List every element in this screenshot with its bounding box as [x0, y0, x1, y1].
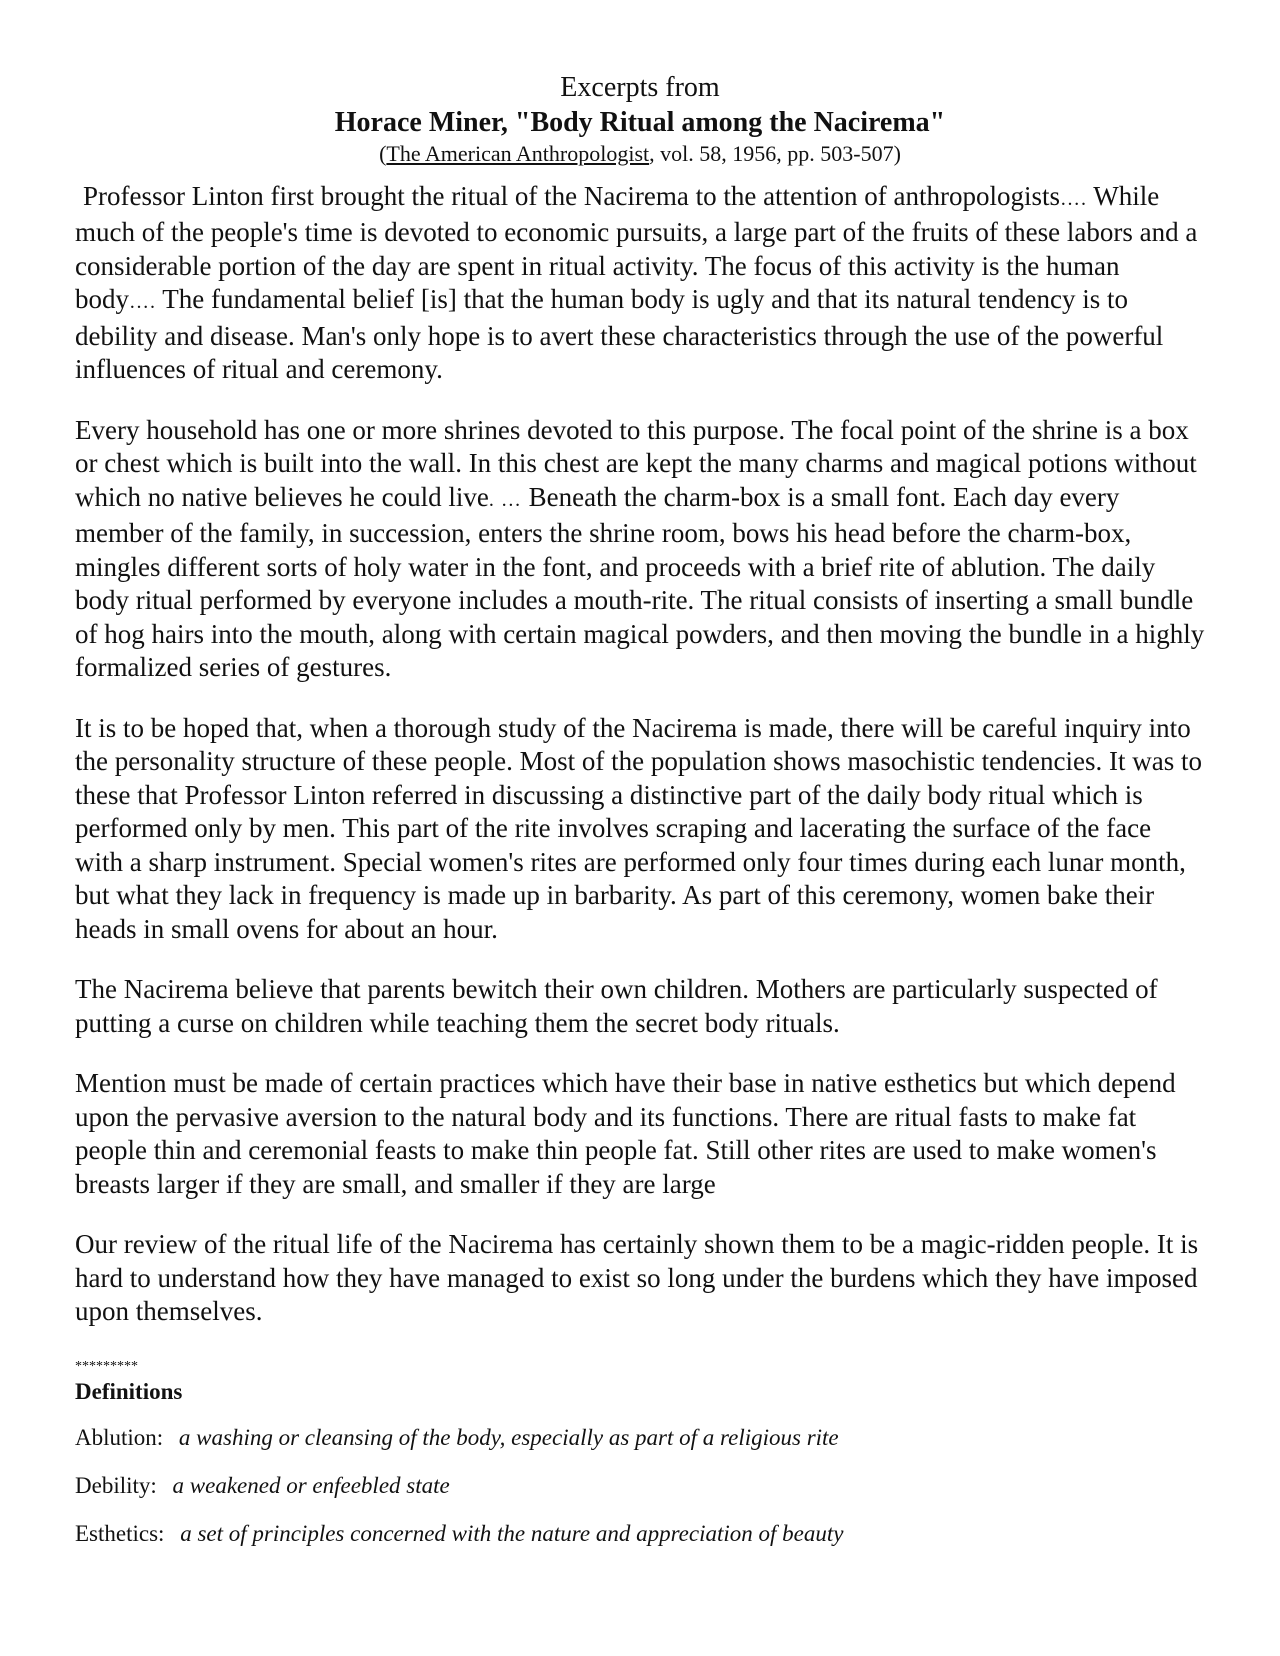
paragraph-1-part-c: The fundamental belief [is] that the human body is ugly and that its natural tendency is to debility and disease. Man's only hope is to avert these characteristics through the use of the powerful influences of ritual and ceremony. — [75, 284, 1164, 384]
paragraph-3: It is to be hoped that, when a thorough study of the Nacirema is made, there will be careful inquiry into the personality structure of these people. Most of the population shows masochistic tendencies. It was to these that Professor Linton referred in discussing a distinctive part of the daily body ritual which is performed only by men. This part of the rite involves scraping and lacerating the surface of the face with a sharp instrument. Special women's rites are performed only four times during each lunar month, but what they lack in frequency is made up in barbarity. As part of this ceremony, women bake their heads in small ovens for about an hour. — [75, 712, 1202, 944]
ellipsis: . … — [488, 488, 522, 511]
definition-item — [75, 1471, 1205, 1501]
journal-name: The American Anthropologist — [386, 141, 650, 166]
excerpt-body — [75, 180, 1205, 1329]
paragraph-2 — [75, 414, 1205, 685]
paragraph-2-part-b: Beneath the charm-box is a small font. Each day every member of the family, in succession, enters the shrine room, bows his head before the charm-box, mingles different sorts of holy water in the font, and proceeds with a brief rite of ablution. The daily body ritual performed by everyone includes a mouth-rite. The ritual consists of inserting a small bundle of hog hairs into the mouth, along with certain magical powders, and then moving the bundle in a highly formalized series of gestures. — [75, 481, 1205, 682]
ellipsis: …. — [129, 291, 156, 313]
paragraph-1 — [75, 180, 1205, 387]
paragraph-2-part-a: Every household has one or more shrines devoted to this purpose. The focal point of the shrine is a box or chest which is built into the wall. In this chest are kept the many charms and magical potions without which no native believes he could live — [75, 414, 1197, 512]
paragraph-6: Our review of the ritual life of the Nacirema has certainly shown them to be a magic-ridden people. It is hard to understand how they have managed to exist so long under the burdens which they have imposed upon themselves. — [75, 1229, 1199, 1326]
definition-item — [75, 1423, 1205, 1453]
document-header — [75, 70, 1205, 168]
citation-open: ( — [379, 141, 387, 166]
paragraph-4: The Nacirema believe that parents bewitch their own children. Mothers are particularly suspected of putting a curse on children while teaching them the secret body rituals. — [75, 974, 1158, 1038]
citation — [75, 140, 1205, 168]
paragraph-5: Mention must be made of certain practices which have their base in native esthetics but which depend upon the pervasive aversion to the natural body and its functions. There are ritual fasts to make fat people thin and ceremonial feasts to make thin people fat. Still other rites are used to make women's breasts larger if they are small, and smaller if they are large — [75, 1068, 1176, 1199]
definition-item — [75, 1519, 1205, 1549]
section-separator: ********* — [75, 1358, 138, 1374]
ellipsis: …. — [1060, 187, 1088, 210]
definition-text: a set of principles concerned with the nature and appreciation of beauty — [180, 1520, 844, 1546]
definition-text: a weakened or enfeebled state — [172, 1472, 450, 1498]
definition-term: Esthetics: — [75, 1520, 165, 1546]
paragraph-1-part-b: While much of the people's time is devoted to economic pursuits, a large part of the fruits of these labors and a considerable portion of the day are spent in ritual activity. The focus of this activity is the human body — [75, 180, 1198, 314]
definition-term: Debility: — [75, 1472, 157, 1498]
citation-details: , vol. 58, 1956, pp. 503-507) — [649, 141, 901, 166]
paragraph-1-part-a: Professor Linton first brought the ritual of the Nacirema to the attention of anthropologists — [83, 180, 1061, 211]
definition-term: Ablution: — [75, 1424, 164, 1450]
definition-text: a washing or cleansing of the body, especially as part of a religious rite — [178, 1424, 839, 1450]
document-title: Horace Miner, "Body Ritual among the Nacirema" — [334, 107, 946, 138]
document-page — [75, 70, 1205, 1567]
definitions-heading: Definitions — [75, 1378, 183, 1404]
definitions-list — [75, 1423, 1205, 1549]
pre-title: Excerpts from — [560, 72, 720, 103]
